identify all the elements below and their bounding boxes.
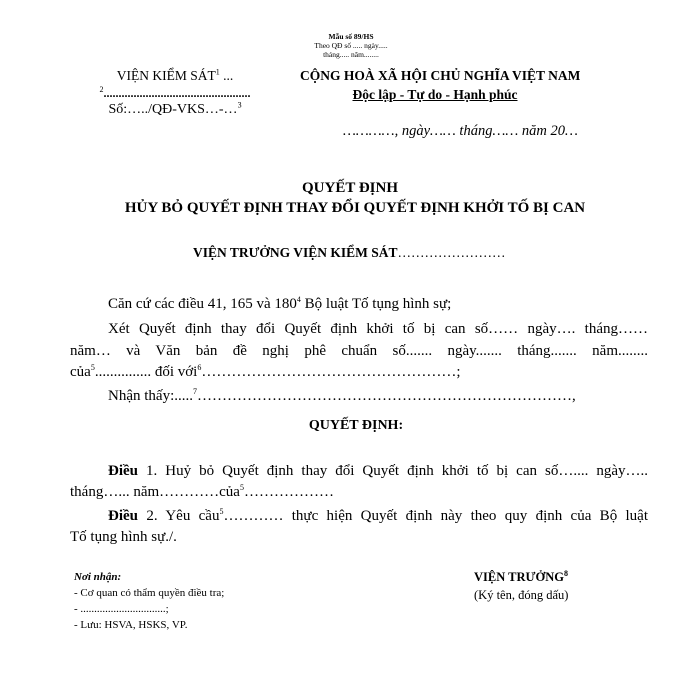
findings: Nhận thấy:.....$^7$…………………………………………………………………, bbox=[108, 387, 576, 404]
place-date-line: …………, ngày…… tháng…… năm 20… bbox=[343, 123, 578, 139]
recipients-title: Nơi nhận: bbox=[74, 571, 122, 583]
authority-label: VIỆN TRƯỞNG VIỆN KIỂM SÁT bbox=[193, 245, 398, 260]
header-right-block bbox=[300, 66, 581, 104]
recipient-item: - Lưu: HSVA, HSKS, VP. bbox=[74, 619, 188, 631]
consideration-line-2: năm… và Văn bản đề nghị phê chuẩn số....... ngày....... tháng....... năm........ bbox=[70, 343, 648, 359]
footnote-6: 6 bbox=[197, 363, 202, 372]
footnote-4: 4 bbox=[296, 295, 301, 304]
form-number: Mẫu số 89/HS bbox=[328, 32, 374, 41]
footnote-8: 8 bbox=[563, 568, 568, 578]
recipient-item: - ...............................; bbox=[74, 603, 169, 615]
signature-note: (Ký tên, đóng dấu) bbox=[474, 588, 569, 602]
agency-sub-dots: ................................................. bbox=[103, 86, 251, 100]
agency-line bbox=[80, 66, 270, 86]
form-reference-note bbox=[296, 32, 406, 59]
article-2-label: Điều bbox=[108, 508, 138, 524]
footnote-5-article-1: 5 bbox=[239, 483, 244, 492]
footnote-3: 3 bbox=[237, 100, 242, 110]
article-1-label: Điều bbox=[108, 463, 138, 479]
footnote-5: 5 bbox=[90, 363, 95, 372]
article-2-line-2: Tố tụng hình sự./. bbox=[70, 529, 177, 545]
recipient-item: - Cơ quan có thẩm quyền điều tra; bbox=[74, 587, 225, 599]
authority-dots: …………………… bbox=[397, 245, 506, 260]
decision-heading: QUYẾT ĐỊNH: bbox=[308, 418, 404, 433]
issuing-authority bbox=[193, 245, 506, 261]
footnote-1: 1 bbox=[215, 67, 220, 77]
agency-sub-line bbox=[80, 86, 270, 100]
agency-name: VIỆN KIỂM SÁT bbox=[116, 68, 216, 83]
header-left-block bbox=[80, 66, 270, 120]
article-2-line-1: Điều 2. Yêu cầu$^5$………… thực hiện Quyết định này theo quy định của Bộ luật bbox=[108, 507, 648, 524]
document-subtitle: HỦY BỎ QUYẾT ĐỊNH THAY ĐỔI QUYẾT ĐỊNH KHỞI TỐ BỊ CAN bbox=[124, 200, 586, 216]
legal-basis: Căn cứ các điều 41, 165 và $180^4$ Bộ luật Tố tụng hình sự; bbox=[108, 295, 452, 312]
signature-role: VIỆN TRƯỞNG$^8$ bbox=[474, 568, 568, 584]
consideration-line-3: của$^5$............... đối với$^6$……………………………………………; bbox=[70, 363, 461, 380]
form-ref-line-1: Theo QĐ số ..... ngày..... bbox=[314, 41, 388, 50]
footnote-5-article-2: 5 bbox=[219, 507, 224, 516]
decision-number: Số:…../QĐ-VKS…-…$^3$ bbox=[108, 100, 242, 117]
agency-tail: ... bbox=[219, 68, 234, 83]
footnote-2: 2 bbox=[99, 85, 104, 94]
article-1-line-2: tháng…... năm…………của$^5$……………… bbox=[70, 483, 334, 500]
form-ref-line-2: tháng..... năm........ bbox=[323, 50, 379, 59]
document-title: QUYẾT ĐỊNH bbox=[302, 180, 398, 196]
footnote-7: 7 bbox=[192, 387, 197, 396]
nation-name: CỘNG HOÀ XÃ HỘI CHỦ NGHĨA VIỆT NAM bbox=[300, 68, 581, 83]
consideration-line-1: Xét Quyết định thay đổi Quyết định khởi tố bị can số…… ngày…. tháng…… bbox=[108, 321, 648, 337]
recipients-block bbox=[74, 569, 224, 633]
article-1-line-1: Điều 1. Huỷ bỏ Quyết định thay đổi Quyết định khởi tố bị can số….... ngày….. bbox=[108, 463, 648, 479]
national-motto: Độc lập - Tự do - Hạnh phúc bbox=[352, 87, 518, 102]
